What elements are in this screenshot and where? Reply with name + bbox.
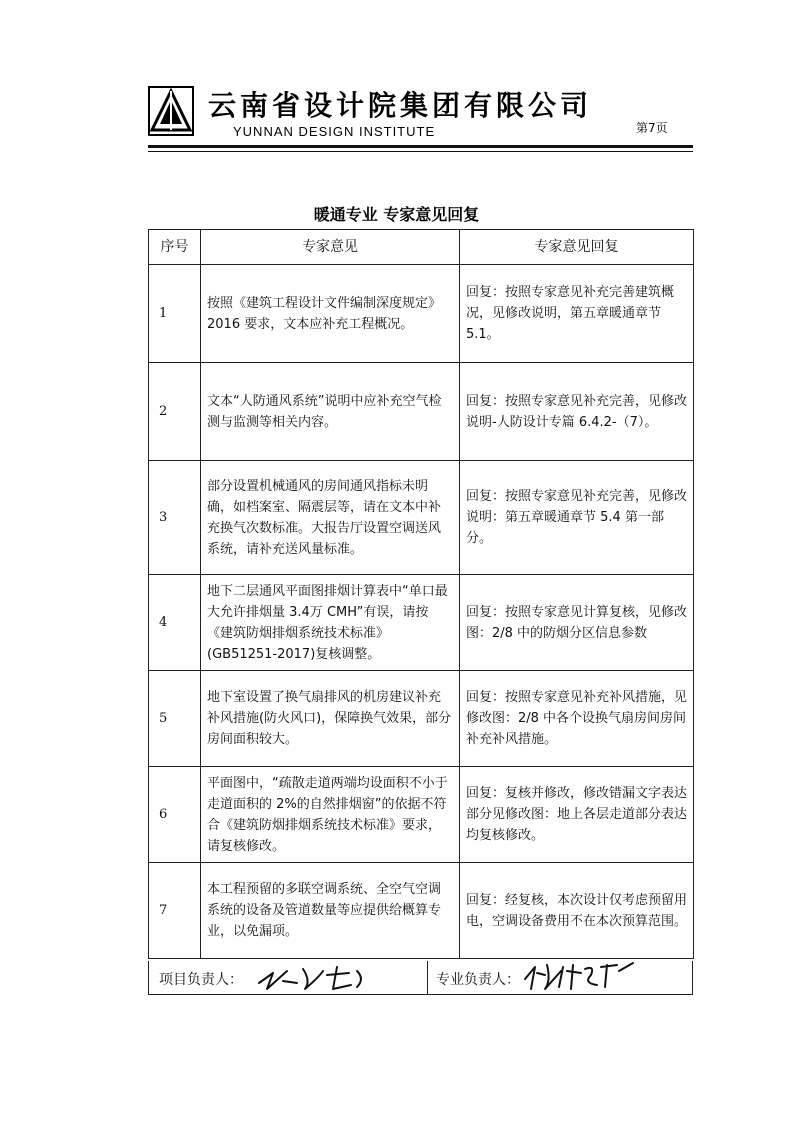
page-number: 第7页	[636, 121, 668, 135]
discipline-lead-label: 专业负责人：	[436, 972, 520, 988]
opinion-table	[148, 229, 694, 959]
opinion-reply: 回复：经复核，本次设计仅考虑预留用电，空调设备费用不在本次预算范围。	[460, 863, 694, 959]
opinion-reply: 回复：按照专家意见计算复核，见修改图：2/8 中的防烟分区信息参数	[460, 575, 694, 671]
opinion-reply: 回复：按照专家意见补充完善，见修改说明-人防设计专篇 6.4.2-（7）。	[460, 363, 694, 461]
expert-opinion: 地下室设置了换气扇排风的机房建议补充补风措施(防火风口)，保障换气效果，部分房间面积较大。	[201, 671, 460, 767]
opinion-reply: 回复：按照专家意见补充完善，见修改说明：第五章暖通章节 5.4 第一部分。	[460, 461, 694, 575]
header-no: 序号	[149, 230, 201, 265]
header-rule-thin	[148, 151, 693, 152]
document-title: 暖通专业 专家意见回复	[313, 205, 480, 224]
row-number: 7	[149, 863, 201, 959]
header-reply: 专家意见回复	[460, 230, 694, 265]
header-rule-thick	[148, 145, 693, 148]
expert-opinion: 平面图中，“疏散走道两端均设面积不小于走道面积的 2%的自然排烟窗”的依据不符合《建筑防烟排烟系统技术标准》要求，请复核修改。	[201, 767, 460, 863]
expert-opinion: 按照《建筑工程设计文件编制深度规定》2016 要求，文本应补充工程概况。	[201, 265, 460, 363]
signature-divider	[427, 961, 428, 994]
row-number: 4	[149, 575, 201, 671]
table-row	[149, 363, 694, 461]
table-header-row	[149, 230, 694, 265]
opinion-reply: 回复：复核并修改，修改错漏文字表达部分见修改图：地上各层走道部分表达均复核修改。	[460, 767, 694, 863]
expert-opinion: 本工程预留的多联空调系统、全空气空调系统的设备及管道数量等应提供给概算专业，以免漏项。	[201, 863, 460, 959]
company-name-cn: 云南省设计院集团有限公司	[208, 89, 593, 122]
row-number: 2	[149, 363, 201, 461]
project-lead-signature	[253, 963, 383, 993]
opinion-reply: 回复：按照专家意见补充补风措施，见修改图：2/8 中各个设换气扇房间房间补充补风措施。	[460, 671, 694, 767]
table-row	[149, 863, 694, 959]
table-row	[149, 575, 694, 671]
table-row	[149, 265, 694, 363]
header-opinion: 专家意见	[201, 230, 460, 265]
project-lead-label: 项目负责人：	[159, 972, 243, 988]
company-name-en: YUNNAN DESIGN INSTITUTE	[233, 124, 436, 139]
signature-bar	[148, 961, 693, 995]
table-row	[149, 671, 694, 767]
triangle-emblem-icon	[148, 86, 194, 136]
row-number: 1	[149, 265, 201, 363]
opinion-reply: 回复：按照专家意见补充完善建筑概况，见修改说明，第五章暖通章节 5.1。	[460, 265, 694, 363]
expert-opinion: 部分设置机械通风的房间通风指标未明确，如档案室、隔震层等，请在文本中补充换气次数标准。大报告厅设置空调送风系统，请补充送风量标准。	[201, 461, 460, 575]
row-number: 3	[149, 461, 201, 575]
expert-opinion: 地下二层通风平面图排烟计算表中“单口最大允许排烟量 3.4万 CMH”有误，请按《建筑防烟排烟系统技术标准》(GB51251-2017)复核调整。	[201, 575, 460, 671]
row-number: 5	[149, 671, 201, 767]
table-row	[149, 767, 694, 863]
discipline-lead-signature	[521, 961, 641, 993]
letterhead	[0, 0, 793, 160]
row-number: 6	[149, 767, 201, 863]
expert-opinion: 文本“人防通风系统”说明中应补充空气检测与监测等相关内容。	[201, 363, 460, 461]
table-row	[149, 461, 694, 575]
